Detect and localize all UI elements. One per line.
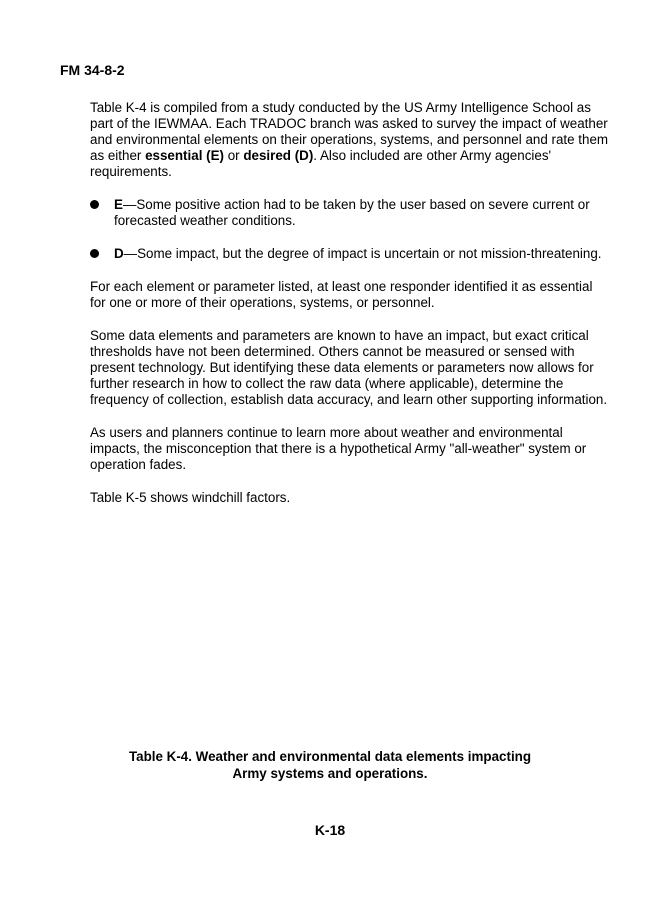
bullet-text-e: —Some positive action had to be taken by the user based on severe current or forecasted weather conditions. [114, 197, 590, 228]
desired-label: desired (D) [243, 148, 314, 163]
manual-id-header: FM 34-8-2 [60, 62, 125, 78]
essential-label: essential (E) [145, 148, 224, 163]
bullet-text-d: —Some impact, but the degree of impact is uncertain or not mission-threatening. [123, 246, 602, 261]
paragraph-misconception: As users and planners continue to learn more about weather and environmental impacts, the misconception that there is a hypothetical Army "all-weather" system or operation fades. [90, 425, 587, 472]
bullet-key-e: E [114, 197, 123, 212]
intro-text-start: Table K-4 is compiled from a study conducted by the US Army Intelligence School as part of the IEWMAA. Each TRADOC branch was asked to survey the impact of weather and environmental elements on their operations, systems, and personnel and rate them as either [90, 100, 609, 163]
document-body [90, 100, 610, 523]
bullet-dot-icon [90, 249, 99, 258]
bullet-essential [90, 197, 610, 229]
table-caption-line2: Army systems and operations. [232, 766, 428, 781]
bullet-desired [90, 246, 610, 262]
page-number: K-18 [314, 822, 346, 838]
table-caption-line1: Table K-4. Weather and environmental data elements impacting [128, 749, 532, 764]
bullet-dot-icon [90, 200, 99, 209]
intro-or-text: or [223, 148, 244, 163]
bullet-key-d: D [114, 246, 124, 261]
paragraph-thresholds: Some data elements and parameters are known to have an impact, but exact critical thresholds have not been determined. Others cannot be measured or sensed with present technology. But identifying these data elements or parameters now allows for further research in how to collect the raw data (where applicable), determine the frequency of collection, establish data accuracy, and learn other supporting information. [90, 328, 608, 407]
intro-paragraph [90, 100, 610, 180]
paragraph-responders: For each element or parameter listed, at least one responder identified it as essential for one or more of their operations, systems, or personnel. [90, 279, 593, 310]
intro-text-end: . Also included are other Army agencies' requirements. [90, 148, 552, 179]
table-caption [0, 748, 660, 782]
paragraph-windchill: Table K-5 shows windchill factors. [90, 490, 291, 505]
